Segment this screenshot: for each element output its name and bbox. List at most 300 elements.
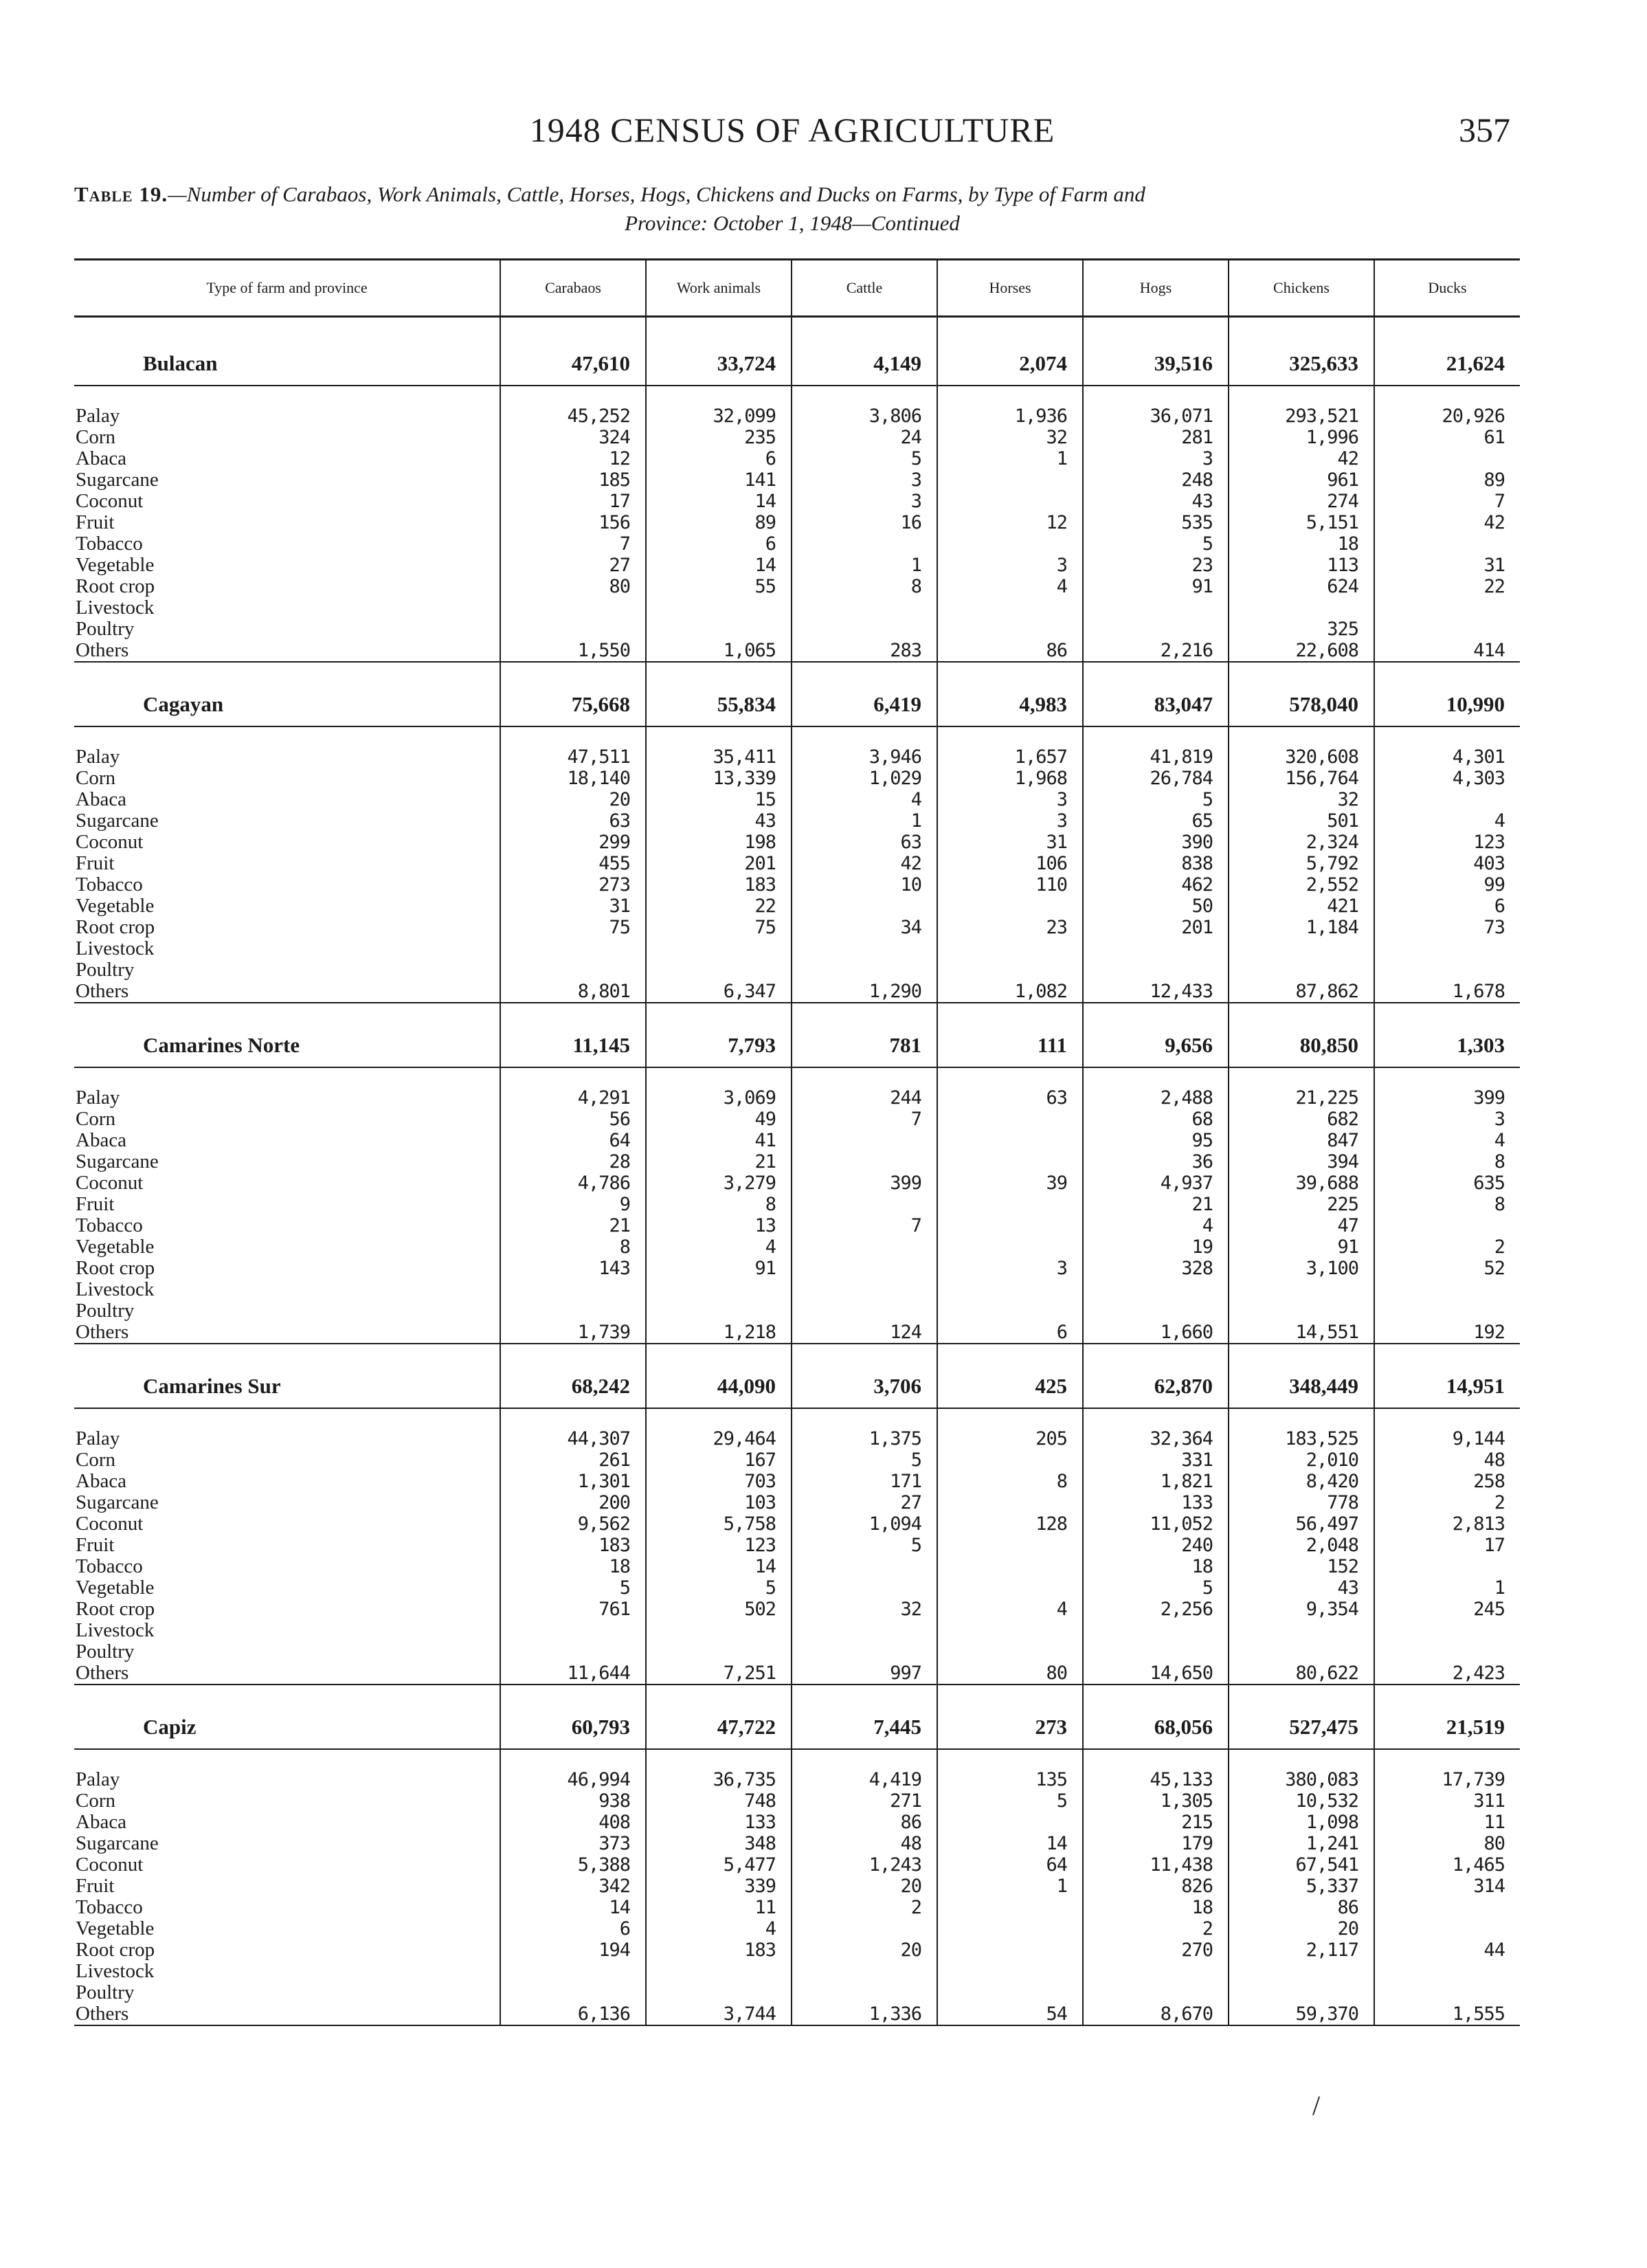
cell-value: 14,551 [1229,1322,1374,1344]
cell-value: 1,821 [1083,1471,1229,1492]
cell-value: 63 [500,810,646,832]
cell-value: 14 [646,1556,792,1577]
table-row [74,597,1520,619]
cell-value: 394 [1229,1151,1374,1172]
cell-value: 26,784 [1083,768,1229,789]
spacer-cell [500,1749,646,1769]
cell-value [1374,1961,1520,1982]
cell-value: 5 [792,1535,937,1556]
cell-value [792,1556,937,1577]
farm-type-label: Abaca [76,1812,127,1833]
cell-value [500,1982,646,2003]
cell-value: 20 [792,1876,937,1897]
province-name: Camarines Sur [74,1364,500,1408]
farm-type-label: Abaca [76,789,127,810]
spacer-row [74,662,1520,682]
table-row [74,1130,1520,1151]
cell-value: 171 [792,1471,937,1492]
cell-value [1374,1620,1520,1641]
cell-value [792,1130,937,1151]
cell-value [792,1194,937,1215]
table-row [74,1961,1520,1982]
spacer-cell [1229,1749,1374,1769]
table-row [74,1172,1520,1194]
cell-value: 7 [792,1215,937,1236]
spacer-cell [74,1408,500,1428]
cell-value [500,959,646,981]
cell-value [1229,959,1374,981]
cell-value: 6,347 [646,981,792,1003]
farm-type-label: Tobacco [76,874,143,896]
cell-value [500,597,646,619]
cell-value: 342 [500,1876,646,1897]
cell-value: 36 [1083,1151,1229,1172]
table-row [74,448,1520,469]
cell-value: 200 [500,1492,646,1513]
cell-value: 80 [500,576,646,597]
cell-value: 179 [1083,1833,1229,1854]
cell-value: 12 [500,448,646,469]
census-table [74,258,1520,2026]
cell-value: 183 [646,1939,792,1961]
cell-value [646,1641,792,1663]
cell-value: 1,739 [500,1322,646,1344]
cell-value: 9,144 [1374,1428,1520,1449]
cell-value: 103 [646,1492,792,1513]
total-value: 14,951 [1374,1364,1520,1408]
cell-value [937,1939,1083,1961]
cell-value: 11 [646,1897,792,1918]
cell-value [1374,533,1520,555]
cell-value: 826 [1083,1876,1229,1897]
cell-value [792,1982,937,2003]
cell-value: 7 [792,1109,937,1130]
cell-value: 5,792 [1229,853,1374,874]
cell-value [937,1492,1083,1513]
cell-value [1083,619,1229,640]
cell-value: 248 [1083,469,1229,491]
cell-value: 408 [500,1812,646,1833]
table-row [74,1833,1520,1854]
cell-value: 3 [937,789,1083,810]
cell-value: 6 [937,1322,1083,1344]
cell-value: 20 [500,789,646,810]
cell-value: 2,256 [1083,1599,1229,1620]
spacer-cell [646,1749,792,1769]
farm-type-label: Abaca [76,1130,127,1151]
total-value: 7,793 [646,1023,792,1067]
spacer-cell [74,1067,500,1087]
total-value: 10,990 [1374,682,1520,726]
spacer-cell [1229,1067,1374,1087]
cell-value: 261 [500,1449,646,1471]
farm-type-label: Sugarcane [76,1492,159,1513]
spacer-cell [1374,726,1520,746]
cell-value: 4,419 [792,1769,937,1790]
cell-value: 36,071 [1083,405,1229,427]
cell-value [937,597,1083,619]
spacer-row [74,726,1520,746]
spacer-cell [1083,726,1229,746]
cell-value: 1,375 [792,1428,937,1449]
cell-value [937,959,1083,981]
cell-value: 56,497 [1229,1513,1374,1535]
table-row [74,959,1520,981]
cell-value: 2,048 [1229,1535,1374,1556]
cell-value: 56 [500,1109,646,1130]
cell-value: 1,678 [1374,981,1520,1003]
cell-value: 89 [646,512,792,533]
cell-value: 39 [937,1172,1083,1194]
farm-type-label: Livestock [76,938,155,959]
spacer-cell [1374,1067,1520,1087]
farm-type-label: Palay [76,1428,120,1449]
cell-value [1374,1918,1520,1939]
farm-type-label: Livestock [76,597,155,619]
total-value: 273 [937,1704,1083,1749]
cell-value: 3,806 [792,405,937,427]
cell-value: 133 [1083,1492,1229,1513]
spacer-cell [1229,662,1374,682]
table-row [74,1939,1520,1961]
cell-value: 1,241 [1229,1833,1374,1854]
cell-value: 1,657 [937,746,1083,768]
table-row [74,1982,1520,2003]
table-row [74,896,1520,917]
column-header: Cattle [792,260,937,317]
cell-value: 1,465 [1374,1854,1520,1876]
cell-value [792,1620,937,1641]
cell-value: 44,307 [500,1428,646,1449]
farm-type-label: Others [74,2003,500,2025]
cell-value: 183 [646,874,792,896]
cell-value: 48 [1374,1449,1520,1471]
farm-type-label: Others [74,1322,500,1344]
cell-value: 124 [792,1322,937,1344]
cell-value: 5 [1083,789,1229,810]
spacer-cell [792,1003,937,1023]
cell-value: 5 [1083,533,1229,555]
cell-value: 1 [1374,1577,1520,1599]
total-value: 21,519 [1374,1704,1520,1749]
column-header: Carabaos [500,260,646,317]
table-row [74,1535,1520,1556]
cell-value: 2 [1083,1918,1229,1939]
cell-value: 1,301 [500,1471,646,1492]
cell-value [1374,448,1520,469]
table-row [74,1471,1520,1492]
cell-value: 4 [646,1236,792,1258]
cell-value: 45,252 [500,405,646,427]
cell-value [646,597,792,619]
cell-value: 10 [792,874,937,896]
cell-value: 63 [937,1087,1083,1109]
cell-value: 135 [937,1769,1083,1790]
spacer-cell [1083,1749,1229,1769]
spacer-cell [74,1685,500,1704]
farm-type-label: Corn [76,1449,115,1471]
spacer-cell [937,386,1083,405]
farm-type-label: Coconut [76,1513,144,1535]
spacer-cell [1229,386,1374,405]
cell-value [792,1258,937,1279]
cell-value [937,1961,1083,1982]
cell-value: 4,291 [500,1087,646,1109]
total-value: 11,145 [500,1023,646,1067]
cell-value: 4 [1374,1130,1520,1151]
total-value: 6,419 [792,682,937,726]
farm-type-label: Root crop [76,576,155,597]
cell-value: 299 [500,832,646,853]
province-total-row [74,1364,1520,1408]
total-value: 21,624 [1374,341,1520,386]
cell-value [500,1620,646,1641]
cell-value [1083,597,1229,619]
cell-value: 1,243 [792,1854,937,1876]
spacer-cell [646,726,792,746]
cell-value: 141 [646,469,792,491]
cell-value: 18 [500,1556,646,1577]
cell-value: 106 [937,853,1083,874]
table-row [74,555,1520,576]
spacer-cell [1083,386,1229,405]
column-header: Work animals [646,260,792,317]
cell-value: 5 [792,1449,937,1471]
cell-value: 1,555 [1374,2003,1520,2025]
cell-value: 14 [646,555,792,576]
cell-value: 9,354 [1229,1599,1374,1620]
table-row [74,1109,1520,1130]
farm-type-label: Fruit [76,1876,115,1897]
spacer-cell [74,317,500,342]
cell-value: 21 [500,1215,646,1236]
cell-value: 47,511 [500,746,646,768]
cell-value [1374,1982,1520,2003]
cell-value: 18 [1083,1897,1229,1918]
cell-value: 3 [937,810,1083,832]
spacer-cell [937,1749,1083,1769]
farm-type-label: Corn [76,1109,115,1130]
spacer-cell [792,317,937,342]
cell-value: 95 [1083,1130,1229,1151]
cell-value: 24 [792,427,937,448]
cell-value [937,1449,1083,1471]
cell-value: 421 [1229,896,1374,917]
cell-value: 73 [1374,917,1520,938]
farm-type-label: Tobacco [76,1556,143,1577]
cell-value [646,1300,792,1322]
cell-value: 293,521 [1229,405,1374,427]
cell-value: 778 [1229,1492,1374,1513]
table-row [74,1087,1520,1109]
spacer-cell [1229,1003,1374,1023]
total-value: 44,090 [646,1364,792,1408]
total-value: 9,656 [1083,1023,1229,1067]
total-value: 578,040 [1229,682,1374,726]
province-name: Capiz [74,1704,500,1749]
cell-value [1374,1897,1520,1918]
total-value: 7,445 [792,1704,937,1749]
table-row [74,533,1520,555]
farm-type-label: Coconut [76,1854,144,1876]
cell-value: 4 [646,1918,792,1939]
cell-value: 91 [1083,576,1229,597]
cell-value: 2,813 [1374,1513,1520,1535]
cell-value [1229,1279,1374,1300]
cell-value [792,533,937,555]
cell-value [937,1215,1083,1236]
cell-value: 152 [1229,1556,1374,1577]
table-row [74,1194,1520,1215]
cell-value: 43 [1083,491,1229,512]
farm-type-label: Others [74,1663,500,1685]
table-row [74,1236,1520,1258]
cell-value: 14 [937,1833,1083,1854]
total-value: 111 [937,1023,1083,1067]
farm-type-label: Vegetable [76,555,155,576]
spacer-cell [74,1749,500,1769]
spacer-cell [1229,1344,1374,1364]
cell-value: 324 [500,427,646,448]
cell-value [1374,1279,1520,1300]
cell-value: 156,764 [1229,768,1374,789]
cell-value: 20 [1229,1918,1374,1939]
table-row [74,2003,1520,2025]
cell-value: 22 [1374,576,1520,597]
spacer-cell [1083,1344,1229,1364]
cell-value: 235 [646,427,792,448]
cell-value [792,1577,937,1599]
cell-value: 2 [1374,1492,1520,1513]
cell-value: 123 [1374,832,1520,853]
cell-value [937,1151,1083,1172]
cell-value: 9 [500,1194,646,1215]
table-row [74,405,1520,427]
cell-value: 5,337 [1229,1876,1374,1897]
cell-value: 5,151 [1229,512,1374,533]
cell-value: 3,069 [646,1087,792,1109]
cell-value: 183 [500,1535,646,1556]
spacer-cell [646,1344,792,1364]
cell-value: 502 [646,1599,792,1620]
spacer-cell [1374,662,1520,682]
cell-value: 244 [792,1087,937,1109]
cell-value: 29,464 [646,1428,792,1449]
cell-value [1229,1982,1374,2003]
total-value: 2,074 [937,341,1083,386]
spacer-row [74,1749,1520,1769]
cell-value: 635 [1374,1172,1520,1194]
cell-value [937,533,1083,555]
column-header: Hogs [1083,260,1229,317]
cell-value: 273 [500,874,646,896]
farm-type-label: Corn [76,1790,115,1812]
cell-value: 80 [1374,1833,1520,1854]
cell-value: 113 [1229,555,1374,576]
cell-value: 4 [1374,810,1520,832]
total-value: 1,303 [1374,1023,1520,1067]
cell-value: 847 [1229,1130,1374,1151]
farm-type-label: Vegetable [76,1918,155,1939]
cell-value: 5,388 [500,1854,646,1876]
cell-value: 32,099 [646,405,792,427]
spacer-cell [937,1003,1083,1023]
cell-value [937,1236,1083,1258]
cell-value: 328 [1083,1258,1229,1279]
cell-value [646,619,792,640]
spacer-cell [792,1067,937,1087]
table-row [74,1279,1520,1300]
cell-value: 1,184 [1229,917,1374,938]
cell-value: 91 [646,1258,792,1279]
spacer-cell [937,1408,1083,1428]
cell-value: 61 [1374,427,1520,448]
cell-value: 32 [937,427,1083,448]
cell-value: 14 [646,491,792,512]
cell-value [937,1641,1083,1663]
spacer-cell [500,1003,646,1023]
cell-value: 75 [646,917,792,938]
spacer-cell [74,726,500,746]
table-row [74,491,1520,512]
total-value: 325,633 [1229,341,1374,386]
cell-value [937,619,1083,640]
cell-value: 2 [792,1897,937,1918]
cell-value: 32 [1229,789,1374,810]
table-row [74,1790,1520,1812]
cell-value: 270 [1083,1939,1229,1961]
cell-value [937,1109,1083,1130]
table-row [74,1918,1520,1939]
farm-type-label: Sugarcane [76,810,159,832]
cell-value: 2,423 [1374,1663,1520,1685]
cell-value: 258 [1374,1471,1520,1492]
cell-value: 31 [937,832,1083,853]
cell-value: 535 [1083,512,1229,533]
spacer-cell [792,662,937,682]
cell-value [937,1300,1083,1322]
cell-value: 2,324 [1229,832,1374,853]
spacer-cell [1229,1685,1374,1704]
spacer-cell [1229,317,1374,342]
cell-value: 11 [1374,1812,1520,1833]
farm-type-label: Root crop [76,1599,155,1620]
cell-value [937,1130,1083,1151]
total-value: 68,242 [500,1364,646,1408]
caption-title-line1: —Number of Carabaos, Work Animals, Cattle, Horses, Hogs, Chickens and Ducks on Farms, by Type of Farm and [168,182,1145,206]
farm-type-label: Palay [76,746,120,768]
cell-value [500,619,646,640]
cell-value: 143 [500,1258,646,1279]
farm-type-label: Poultry [76,1641,135,1663]
cell-value: 183,525 [1229,1428,1374,1449]
cell-value [937,1535,1083,1556]
table-row [74,1577,1520,1599]
cell-value: 16 [792,512,937,533]
cell-value: 314 [1374,1876,1520,1897]
spacer-cell [937,1685,1083,1704]
cell-value: 4,303 [1374,768,1520,789]
spacer-row [74,1003,1520,1023]
cell-value: 44 [1374,1939,1520,1961]
farm-type-label: Coconut [76,491,144,512]
cell-value [1083,938,1229,959]
cell-value: 1,029 [792,768,937,789]
spacer-row [74,1408,1520,1428]
farm-type-label: Tobacco [76,1897,143,1918]
cell-value [1083,1641,1229,1663]
cell-value: 110 [937,874,1083,896]
